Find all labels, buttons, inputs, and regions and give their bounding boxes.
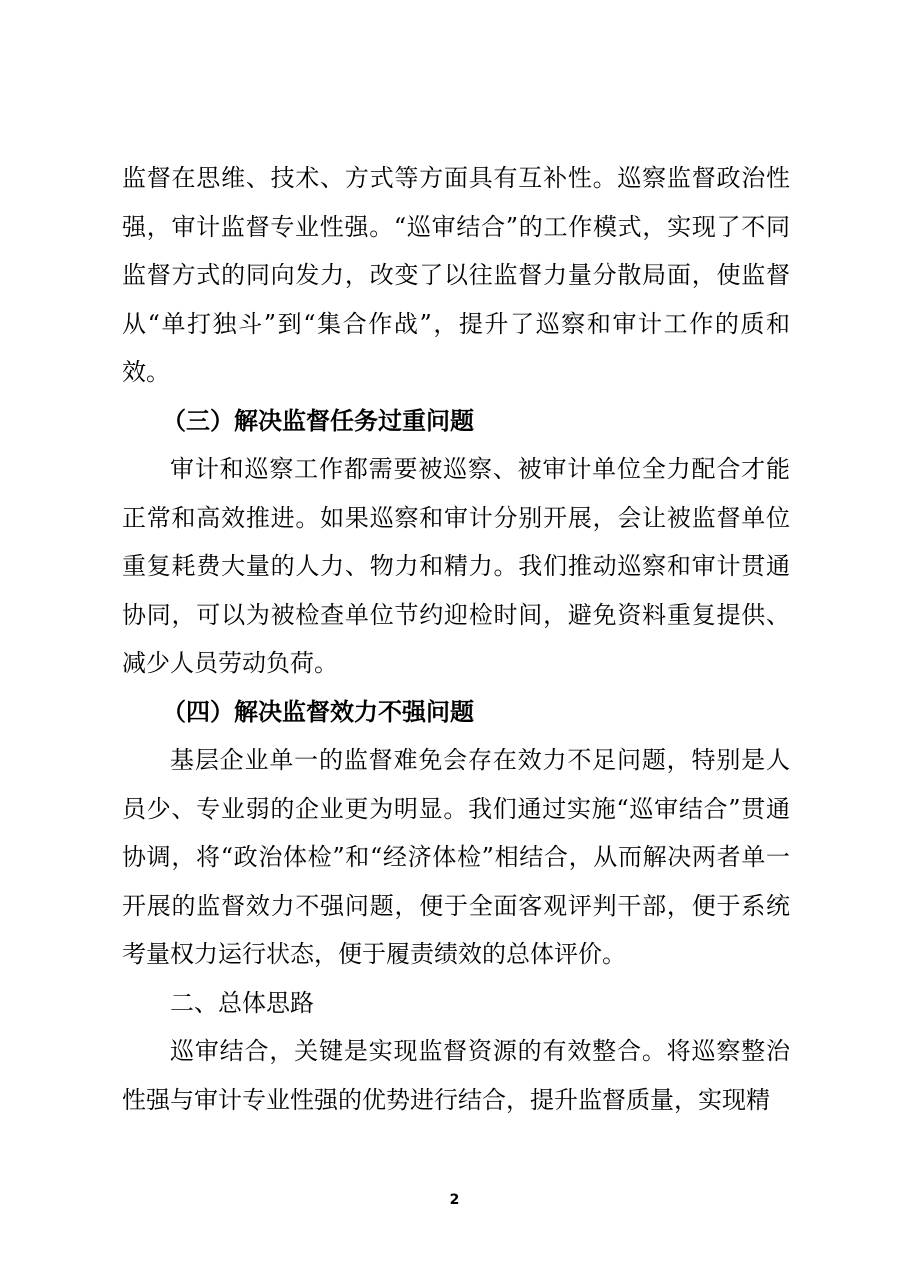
page-number: 2: [449, 1192, 460, 1208]
paragraph-complementarity: 监督在思维、技术、方式等方面具有互补性。巡察监督政治性强，审计监督专业性强。“巡审结合”的工作模式，实现了不同监督方式的同向发力，改变了以往监督力量分散局面，使监督从“单打独斗”到“集合作战”，提升了巡察和审计工作的质和效。: [122, 164, 790, 386]
paragraph-task-burden: 审计和巡察工作都需要被巡察、被审计单位全力配合才能正常和高效推进。如果巡察和审计分别开展，会让被监督单位重复耗费大量的人力、物力和精力。我们推动巡察和审计贯通协同，可以为被检查单位节约迎检时间，避免资料重复提供、减少人员劳动负荷。: [122, 455, 790, 677]
paragraph-effectiveness: 基层企业单一的监督难免会存在效力不足问题，特别是人员少、专业弱的企业更为明显。我们通过实施“巡审结合”贯通协调，将“政治体检”和“经济体检”相结合，从而解决两者单一开展的监督效力不强问题，便于全面客观评判干部，便于系统考量权力运行状态，便于履责绩效的总体评价。: [122, 746, 790, 968]
heading-section-3: （三）解决监督任务过重问题: [162, 406, 474, 435]
paragraph-resource-integration: 巡审结合，关键是实现监督资源的有效整合。将巡察整治性强与审计专业性强的优势进行结合，提升监督质量，实现精: [122, 1037, 790, 1114]
heading-overall-approach: 二、总体思路: [170, 988, 314, 1017]
heading-section-4: （四）解决监督效力不强问题: [162, 697, 474, 726]
document-body: [122, 154, 790, 1124]
